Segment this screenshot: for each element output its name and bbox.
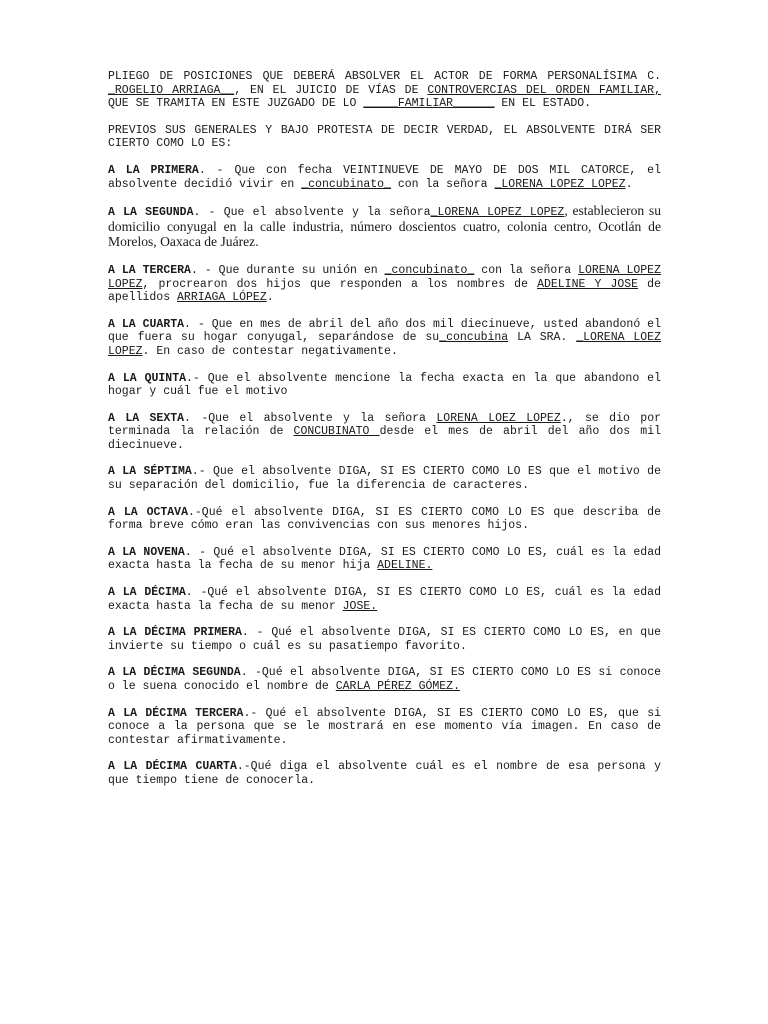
position-text: . - Qué el absolvente DIGA, SI ES CIERTO COMO LO ES, cuál es la edad exacta hasta la fecha de su menor hija [108, 545, 661, 573]
position-text: . - Que con fecha [198, 163, 344, 177]
underlined-term: _LORENA LOPEZ LOPEZ [430, 206, 565, 220]
position-text: . - Que en mes de abril del año dos mil diecinueve, usted abandonó el que fuera su hogar conyugal, separándose de su [108, 317, 661, 345]
position-text: . [266, 291, 274, 305]
position-text: desde el mes de abril del año dos mil diecinueve. [108, 425, 661, 452]
position-label: A LA DÉCIMA TERCERA [108, 706, 244, 720]
underlined-term: CONCUBINATO [293, 425, 380, 439]
position-text: .-Qué el absolvente DIGA, SI ES CIERTO COMO LO ES que describa de forma breve cómo eran las convivencias con sus menores hijos. [108, 505, 661, 533]
actor-name: _ROGELIO ARRIAGA__ [108, 83, 235, 97]
underlined-term: _concubinato_ [384, 263, 475, 277]
underlined-term: LORENA LOPEZ LOPEZ [108, 263, 661, 291]
position-label: A LA SÉPTIMA [108, 465, 192, 479]
position-13 [108, 707, 661, 748]
underlined-term: _LORENA LOEZ LOPEZ [108, 331, 661, 358]
position-text: .- Que el absolvente DIGA, SI ES CIERTO COMO LO ES que el motivo de su separación del domicilio, fue la diferencia de caracteres. [108, 465, 661, 493]
position-text: . -Qué el absolvente DIGA, SI ES CIERTO COMO LO ES, cuál es la edad exacta hasta la fecha de su menor [108, 586, 661, 613]
position-14 [108, 760, 661, 787]
position-6 [108, 412, 661, 453]
position-text: .- Qué el absolvente DIGA, SI ES CIERTO COMO LO ES, que si conoce a la persona que se le mostrará en ese momento vía imagen. En caso de contestar afirmativamente. [108, 706, 662, 747]
position-label: A LA SEGUNDA [108, 206, 194, 220]
position-5 [108, 372, 661, 399]
position-label: A LA DÉCIMA PRIMERA [108, 626, 242, 640]
position-text: . -Que el absolvente y la señora [184, 411, 437, 425]
underlined-term: CARLA PÉREZ GÓMEZ. [335, 680, 460, 693]
preamble-paragraph: PREVIOS SUS GENERALES Y BAJO PROTESTA DE DECIR VERDAD, EL ABSOLVENTE DIRÁ SER CIERTO COMO LO ES: [108, 123, 661, 151]
position-text: . [625, 177, 633, 191]
position-1 [108, 164, 661, 191]
position-8 [108, 506, 661, 533]
underlined-term: LORENA LOEZ LOPEZ [436, 411, 561, 425]
position-text: .-Qué diga el absolvente cuál es el nombre de esa persona y que tiempo tiene de conocerla. [108, 760, 661, 787]
position-text: . -Qué el absolvente DIGA, SI ES CIERTO COMO LO ES si conoce o le suena conocido el nombre de [108, 666, 661, 693]
position-text: .- Que el absolvente mencione la fecha exacta en la que abandono el hogar y cuál fue el motivo [108, 371, 661, 399]
position-text: ., se dio por terminada la relación de [108, 411, 662, 439]
position-text: con la señora [474, 263, 579, 277]
header-text: , EN EL JUICIO DE VÍAS DE [234, 83, 428, 97]
header-text: PLIEGO DE POSICIONES QUE DEBERÁ ABSOLVER EL ACTOR DE FORMA PERSONALÍSIMA C. [108, 70, 661, 83]
header-text: QUE SE TRAMITA EN ESTE JUZGADO DE LO [108, 97, 364, 111]
position-text: , el absolvente decidió vivir en [108, 163, 661, 191]
underlined-term: _LORENA LOPEZ LOPEZ [494, 177, 626, 191]
document-page [108, 70, 661, 801]
position-label: A LA TERCERA [108, 263, 191, 277]
position-text: . - Que durante su unión en [190, 263, 385, 277]
position-text: con la señora [390, 177, 495, 191]
position-label: A LA SEXTA [108, 411, 185, 425]
underlined-term: _concubina [439, 331, 509, 345]
position-12 [108, 666, 661, 693]
underlined-term: JOSE. [342, 599, 378, 613]
underlined-term: _concubinato_ [301, 177, 391, 191]
position-label: A LA DÉCIMA CUARTA [108, 760, 237, 774]
position-text: . - Que el absolvente y la señora [193, 206, 431, 220]
position-label: A LA DÉCIMA [108, 586, 186, 600]
position-label: A LA OCTAVA [108, 505, 188, 519]
court-type: _____FAMILIAR______ [363, 97, 495, 111]
position-11 [108, 626, 661, 653]
position-text: VEINTINUEVE DE MAYO DE DOS MIL CATORCE [343, 163, 630, 177]
position-label: A LA NOVENA [108, 545, 185, 559]
position-3 [108, 264, 661, 305]
header-paragraph [108, 70, 661, 111]
position-text: LA SRA. [508, 331, 577, 345]
position-text: . - Qué el absolvente DIGA, SI ES CIERTO COMO LO ES, en que invierte su tiempo o cuál es su pasatiempo favorito. [108, 626, 662, 653]
trial-type: CONTROVERCIAS DEL ORDEN FAMILIAR, [427, 83, 661, 97]
underlined-term: ADELINE. [377, 559, 433, 573]
position-4 [108, 318, 661, 359]
underlined-term: ARRIAGA LÓPEZ [177, 291, 267, 305]
position-7 [108, 465, 661, 492]
position-text: , establecieron su domicilio conyugal en la calle industria, número doscientos cuatro, colonia centro, Ocotlán de Morelos, Oaxaca de Juárez. [108, 203, 661, 250]
position-text: , procrearon dos hijos que responden a los nombres de [142, 277, 538, 291]
position-2 [108, 204, 661, 251]
header-text: EN EL ESTADO. [494, 97, 592, 111]
position-label: A LA CUARTA [108, 317, 185, 331]
position-label: A LA QUINTA [108, 371, 187, 385]
position-label: A LA DÉCIMA SEGUNDA [108, 666, 241, 680]
position-label: A LA PRIMERA [108, 163, 199, 177]
position-text: . En caso de contestar negativamente. [142, 344, 398, 358]
position-10 [108, 586, 661, 613]
position-9 [108, 546, 661, 573]
position-text: de apellidos [108, 277, 661, 305]
underlined-term: ADELINE Y JOSE [537, 277, 639, 291]
